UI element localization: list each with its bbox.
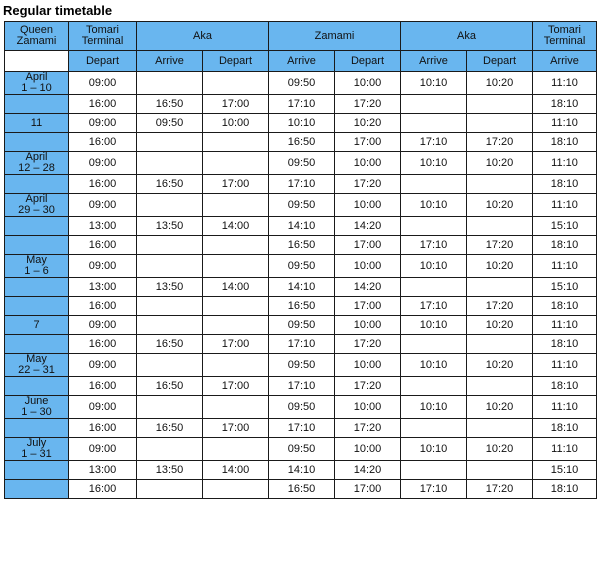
period-label: May (26, 254, 47, 266)
time-cell: 15:10 (533, 217, 597, 236)
time-cell: 17:10 (401, 480, 467, 499)
time-cell: 15:10 (533, 461, 597, 480)
time-cell: 16:00 (69, 175, 137, 194)
time-cell (401, 419, 467, 438)
time-cell (137, 438, 203, 461)
subheader-blank (5, 51, 69, 72)
time-cell: 17:10 (269, 335, 335, 354)
time-cell: 16:50 (269, 297, 335, 316)
time-cell: 10:20 (467, 396, 533, 419)
time-cell: 13:00 (69, 278, 137, 297)
time-cell (203, 297, 269, 316)
table-row (5, 236, 597, 255)
header-queen-zamami: Queen Zamami (5, 22, 69, 51)
time-cell: 16:00 (69, 133, 137, 152)
period-label: April (25, 193, 48, 205)
time-cell: 09:00 (69, 354, 137, 377)
period-label: 12 – 28 (18, 162, 55, 174)
time-cell (401, 335, 467, 354)
subheader-row (5, 51, 597, 72)
time-cell: 17:20 (467, 297, 533, 316)
table-row (5, 95, 597, 114)
time-cell: 10:10 (401, 396, 467, 419)
period-cell (5, 419, 69, 438)
table-row (5, 114, 597, 133)
time-cell (137, 236, 203, 255)
period-cell (5, 377, 69, 396)
time-cell: 11:10 (533, 114, 597, 133)
subheader-cell: Arrive (401, 51, 467, 72)
subheader-cell: Depart (69, 51, 137, 72)
time-cell (137, 72, 203, 95)
time-cell (401, 217, 467, 236)
time-cell (401, 114, 467, 133)
time-cell: 10:20 (467, 194, 533, 217)
period-label: 1 – 30 (21, 406, 52, 418)
time-cell: 09:00 (69, 152, 137, 175)
time-cell: 14:20 (335, 461, 401, 480)
period-label: 1 – 6 (24, 265, 49, 277)
time-cell (203, 133, 269, 152)
time-cell (203, 316, 269, 335)
time-cell: 18:10 (533, 133, 597, 152)
period-cell (5, 461, 69, 480)
time-cell: 17:00 (335, 236, 401, 255)
time-cell: 17:20 (467, 236, 533, 255)
table-row (5, 354, 597, 377)
period-cell (5, 396, 69, 419)
time-cell: 17:20 (467, 480, 533, 499)
time-cell: 17:00 (335, 133, 401, 152)
time-cell: 16:00 (69, 480, 137, 499)
time-cell: 17:10 (269, 95, 335, 114)
time-cell: 13:00 (69, 217, 137, 236)
header-row (5, 22, 597, 51)
period-cell (5, 217, 69, 236)
time-cell (467, 95, 533, 114)
period-label: May (26, 353, 47, 365)
table-row (5, 316, 597, 335)
time-cell (203, 152, 269, 175)
time-cell: 09:50 (269, 354, 335, 377)
time-cell: 09:00 (69, 396, 137, 419)
table-row (5, 438, 597, 461)
time-cell: 09:00 (69, 316, 137, 335)
time-cell: 09:00 (69, 255, 137, 278)
timetable-body (5, 22, 597, 499)
time-cell: 10:10 (401, 354, 467, 377)
time-cell: 11:10 (533, 255, 597, 278)
time-cell: 17:20 (335, 175, 401, 194)
time-cell: 10:20 (467, 72, 533, 95)
time-cell: 14:10 (269, 217, 335, 236)
time-cell (467, 461, 533, 480)
time-cell (467, 217, 533, 236)
period-cell (5, 316, 69, 335)
timetable (4, 21, 597, 499)
time-cell: 15:10 (533, 278, 597, 297)
time-cell: 16:00 (69, 297, 137, 316)
time-cell: 16:50 (269, 133, 335, 152)
time-cell (137, 194, 203, 217)
page-title: Regular timetable (3, 3, 113, 18)
time-cell: 17:00 (203, 95, 269, 114)
subheader-cell: Arrive (533, 51, 597, 72)
period-cell (5, 438, 69, 461)
time-cell: 13:50 (137, 278, 203, 297)
table-row (5, 377, 597, 396)
table-row (5, 480, 597, 499)
time-cell: 17:00 (203, 419, 269, 438)
time-cell: 16:00 (69, 419, 137, 438)
period-cell (5, 152, 69, 175)
time-cell: 17:20 (335, 377, 401, 396)
time-cell: 10:20 (335, 114, 401, 133)
time-cell (467, 114, 533, 133)
time-cell: 10:10 (269, 114, 335, 133)
time-cell: 17:10 (401, 297, 467, 316)
table-row (5, 297, 597, 316)
period-label: 7 (33, 318, 40, 331)
time-cell: 11:10 (533, 72, 597, 95)
time-cell (137, 480, 203, 499)
time-cell: 18:10 (533, 95, 597, 114)
time-cell (137, 152, 203, 175)
table-row (5, 194, 597, 217)
period-cell (5, 255, 69, 278)
time-cell: 16:00 (69, 236, 137, 255)
time-cell: 14:10 (269, 278, 335, 297)
time-cell (203, 354, 269, 377)
time-cell: 16:00 (69, 95, 137, 114)
header-aka-2: Aka (401, 22, 533, 51)
time-cell: 14:00 (203, 278, 269, 297)
period-label: 11 (30, 116, 43, 129)
period-cell (5, 133, 69, 152)
time-cell: 16:00 (69, 335, 137, 354)
time-cell: 10:10 (401, 316, 467, 335)
time-cell: 17:20 (335, 419, 401, 438)
time-cell: 16:50 (137, 175, 203, 194)
header-tomari-terminal-left: Tomari Terminal (69, 22, 137, 51)
time-cell: 10:10 (401, 255, 467, 278)
time-cell: 18:10 (533, 175, 597, 194)
time-cell: 11:10 (533, 396, 597, 419)
time-cell: 09:50 (269, 194, 335, 217)
period-cell (5, 95, 69, 114)
time-cell: 10:00 (335, 316, 401, 335)
time-cell: 16:50 (137, 377, 203, 396)
time-cell: 13:00 (69, 461, 137, 480)
table-row (5, 175, 597, 194)
subheader-cell: Depart (335, 51, 401, 72)
period-label: 1 – 31 (21, 448, 52, 460)
time-cell: 10:20 (467, 354, 533, 377)
time-cell: 11:10 (533, 316, 597, 335)
time-cell: 14:20 (335, 217, 401, 236)
time-cell (467, 335, 533, 354)
time-cell (467, 419, 533, 438)
time-cell: 14:20 (335, 278, 401, 297)
time-cell: 10:00 (203, 114, 269, 133)
table-row (5, 152, 597, 175)
time-cell (467, 175, 533, 194)
time-cell (401, 461, 467, 480)
time-cell (203, 236, 269, 255)
table-row (5, 133, 597, 152)
time-cell: 14:00 (203, 461, 269, 480)
header-zamami: Zamami (269, 22, 401, 51)
period-label: 29 – 30 (18, 204, 55, 216)
time-cell: 09:50 (269, 152, 335, 175)
table-row (5, 278, 597, 297)
period-cell (5, 175, 69, 194)
time-cell: 13:50 (137, 461, 203, 480)
period-cell (5, 72, 69, 95)
period-cell (5, 194, 69, 217)
table-row (5, 396, 597, 419)
time-cell (401, 175, 467, 194)
time-cell: 16:50 (269, 236, 335, 255)
time-cell: 18:10 (533, 297, 597, 316)
table-row (5, 461, 597, 480)
time-cell: 10:20 (467, 438, 533, 461)
header-tomari-terminal-right: Tomari Terminal (533, 22, 597, 51)
time-cell: 17:20 (335, 95, 401, 114)
period-cell (5, 354, 69, 377)
time-cell: 11:10 (533, 194, 597, 217)
time-cell: 18:10 (533, 335, 597, 354)
time-cell: 17:00 (203, 377, 269, 396)
period-cell (5, 236, 69, 255)
subheader-cell: Depart (467, 51, 533, 72)
time-cell: 14:10 (269, 461, 335, 480)
time-cell (203, 72, 269, 95)
time-cell: 16:50 (137, 335, 203, 354)
time-cell: 09:00 (69, 194, 137, 217)
period-cell (5, 278, 69, 297)
time-cell: 11:10 (533, 438, 597, 461)
time-cell: 18:10 (533, 480, 597, 499)
subheader-cell: Arrive (137, 51, 203, 72)
time-cell (401, 95, 467, 114)
time-cell (137, 133, 203, 152)
time-cell: 17:20 (335, 335, 401, 354)
time-cell: 10:20 (467, 152, 533, 175)
time-cell: 10:00 (335, 354, 401, 377)
time-cell (401, 377, 467, 396)
time-cell (137, 255, 203, 278)
time-cell: 17:10 (269, 175, 335, 194)
time-cell: 09:50 (269, 255, 335, 278)
time-cell (137, 316, 203, 335)
time-cell: 10:00 (335, 72, 401, 95)
time-cell: 09:00 (69, 114, 137, 133)
period-label: 22 – 31 (18, 364, 55, 376)
time-cell: 11:10 (533, 152, 597, 175)
time-cell: 17:00 (335, 297, 401, 316)
time-cell (203, 255, 269, 278)
time-cell: 16:50 (137, 419, 203, 438)
time-cell: 16:50 (137, 95, 203, 114)
time-cell: 14:00 (203, 217, 269, 236)
time-cell: 17:20 (467, 133, 533, 152)
time-cell (203, 438, 269, 461)
time-cell (203, 194, 269, 217)
period-label: 1 – 10 (21, 82, 52, 94)
table-row (5, 72, 597, 95)
time-cell: 18:10 (533, 419, 597, 438)
time-cell: 10:20 (467, 316, 533, 335)
period-cell (5, 335, 69, 354)
time-cell: 09:50 (269, 396, 335, 419)
time-cell (137, 396, 203, 419)
time-cell: 16:00 (69, 377, 137, 396)
period-label: April (25, 151, 48, 163)
time-cell: 09:50 (269, 316, 335, 335)
time-cell: 17:10 (401, 133, 467, 152)
period-cell (5, 114, 69, 133)
time-cell: 18:10 (533, 377, 597, 396)
table-row (5, 419, 597, 438)
time-cell: 10:00 (335, 255, 401, 278)
time-cell (467, 278, 533, 297)
time-cell: 10:10 (401, 194, 467, 217)
time-cell: 17:10 (269, 377, 335, 396)
time-cell: 10:10 (401, 72, 467, 95)
time-cell: 09:50 (137, 114, 203, 133)
time-cell (401, 278, 467, 297)
time-cell: 17:00 (335, 480, 401, 499)
time-cell: 10:00 (335, 152, 401, 175)
time-cell: 09:00 (69, 72, 137, 95)
time-cell: 11:10 (533, 354, 597, 377)
time-cell: 16:50 (269, 480, 335, 499)
time-cell: 17:00 (203, 175, 269, 194)
time-cell: 10:00 (335, 194, 401, 217)
time-cell (467, 377, 533, 396)
time-cell: 17:10 (401, 236, 467, 255)
period-cell (5, 297, 69, 316)
time-cell (203, 396, 269, 419)
period-cell (5, 480, 69, 499)
table-row (5, 335, 597, 354)
header-aka-1: Aka (137, 22, 269, 51)
time-cell: 17:00 (203, 335, 269, 354)
period-label: June (24, 395, 49, 407)
time-cell: 10:00 (335, 438, 401, 461)
time-cell: 09:50 (269, 72, 335, 95)
time-cell: 10:20 (467, 255, 533, 278)
subheader-cell: Arrive (269, 51, 335, 72)
time-cell: 10:00 (335, 396, 401, 419)
table-row (5, 217, 597, 236)
time-cell: 18:10 (533, 236, 597, 255)
time-cell: 17:10 (269, 419, 335, 438)
table-row (5, 255, 597, 278)
time-cell: 10:10 (401, 438, 467, 461)
time-cell: 10:10 (401, 152, 467, 175)
time-cell: 13:50 (137, 217, 203, 236)
period-label: July (26, 437, 47, 449)
subheader-cell: Depart (203, 51, 269, 72)
period-label: April (25, 71, 48, 83)
time-cell (203, 480, 269, 499)
time-cell (137, 354, 203, 377)
time-cell: 09:50 (269, 438, 335, 461)
time-cell: 09:00 (69, 438, 137, 461)
time-cell (137, 297, 203, 316)
